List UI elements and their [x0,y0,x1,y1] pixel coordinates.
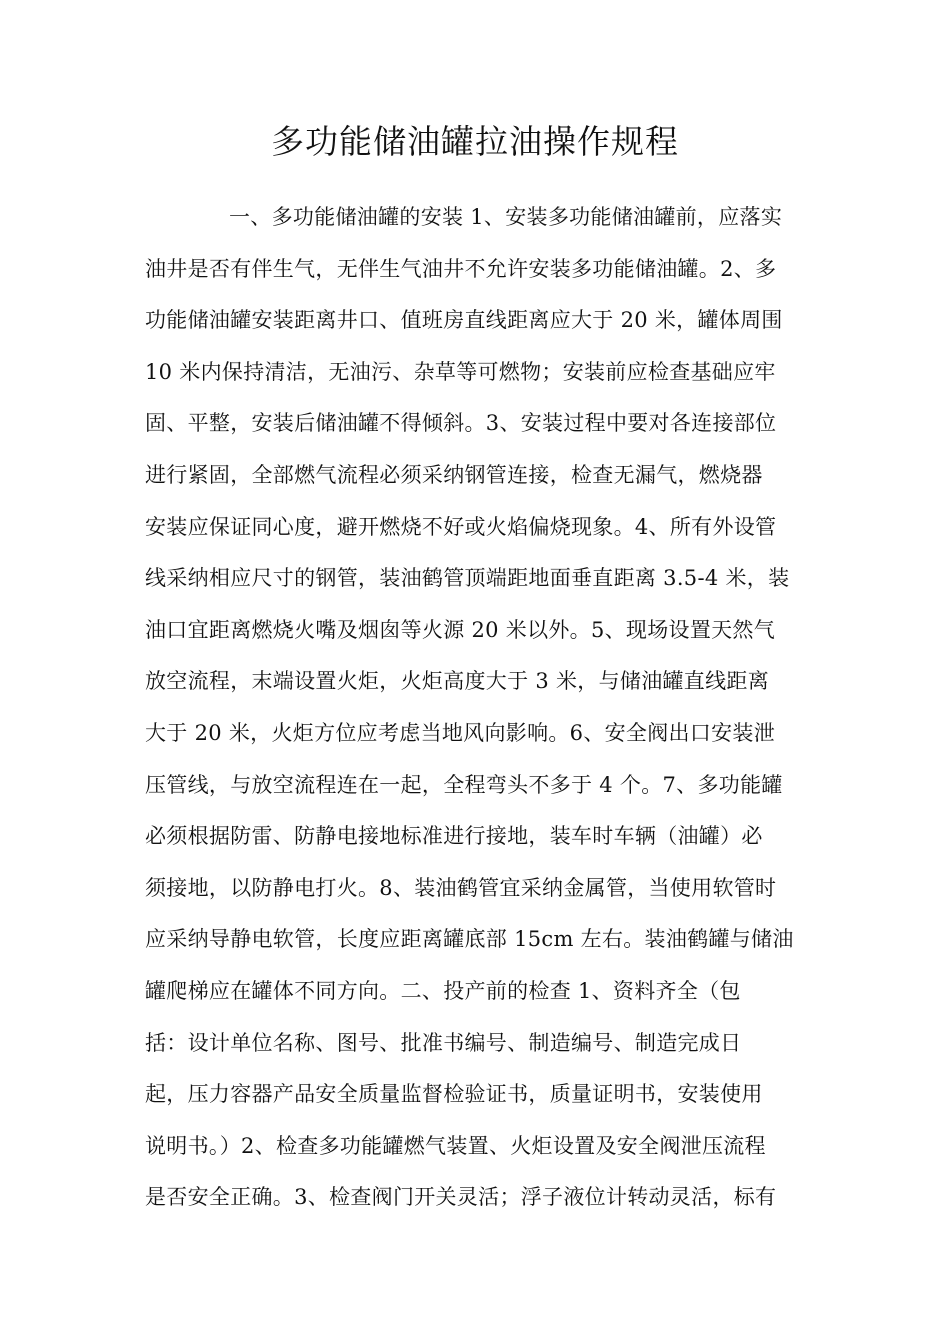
paragraph-line: 必须根据防雷、防静电接地标准进行接地，装车时车辆（油罐）必 [145,824,763,849]
paragraph-line: 一、多功能储油罐的安装 1、安装多功能储油罐前，应落实 [229,205,783,229]
paragraph-line: 放空流程，末端设置火炬，火炬高度大于 3 米，与储油罐直线距离 [145,669,770,694]
paragraph-line: 大于 20 米，火炬方位应考虑当地风向影响。6、安全阀出口安装泄 [145,720,776,745]
paragraph-line: 括：设计单位名称、图号、批准书编号、制造编号、制造完成日 [145,1030,742,1055]
paragraph-line: 说明书。）2、检查多功能罐燃气装置、火炬设置及安全阀泄压流程 [145,1133,766,1158]
paragraph-line: 是否安全正确。3、检查阀门开关灵活；浮子液位计转动灵活，标有 [145,1185,777,1210]
paragraph-line: 10 米内保持清洁，无油污、杂草等可燃物；安装前应检查基础应牢 [145,359,776,384]
paragraph-line: 线采纳相应尺寸的钢管，装油鹤管顶端距地面垂直距离 3.5-4 米，装 [145,566,790,591]
paragraph-line: 固、平整，安装后储油罐不得倾斜。3、安装过程中要对各连接部位 [145,411,777,436]
paragraph-line: 功能储油罐安装距离井口、值班房直线距离应大于 20 米，罐体周围 [145,308,783,333]
document-title: 多功能储油罐拉油操作规程 [271,122,679,161]
document-body [145,192,815,1224]
paragraph-line: 油井是否有伴生气，无伴生气油井不允许安装多功能储油罐。2、多 [145,256,777,281]
paragraph-line: 须接地，以防静电打火。8、装油鹤管宜采纳金属管，当使用软管时 [145,875,777,900]
paragraph-line: 应采纳导静电软管，长度应距离罐底部 15cm 左右。装油鹤罐与储油 [145,927,794,952]
paragraph-line: 罐爬梯应在罐体不同方向。二、投产前的检查 1、资料齐全（包 [145,978,741,1003]
paragraph-line: 起，压力容器产品安全质量监督检验证书，质量证明书，安装使用 [145,1082,763,1107]
paragraph-line: 安装应保证同心度，避开燃烧不好或火焰偏烧现象。4、所有外设管 [145,514,777,539]
paragraph-line: 压管线，与放空流程连在一起，全程弯头不多于 4 个。7、多功能罐 [145,772,783,797]
paragraph-line: 进行紧固，全部燃气流程必须采纳钢管连接，检查无漏气，燃烧器 [145,462,763,487]
paragraph-line: 油口宜距离燃烧火嘴及烟囱等火源 20 米以外。5、现场设置天然气 [145,617,776,642]
